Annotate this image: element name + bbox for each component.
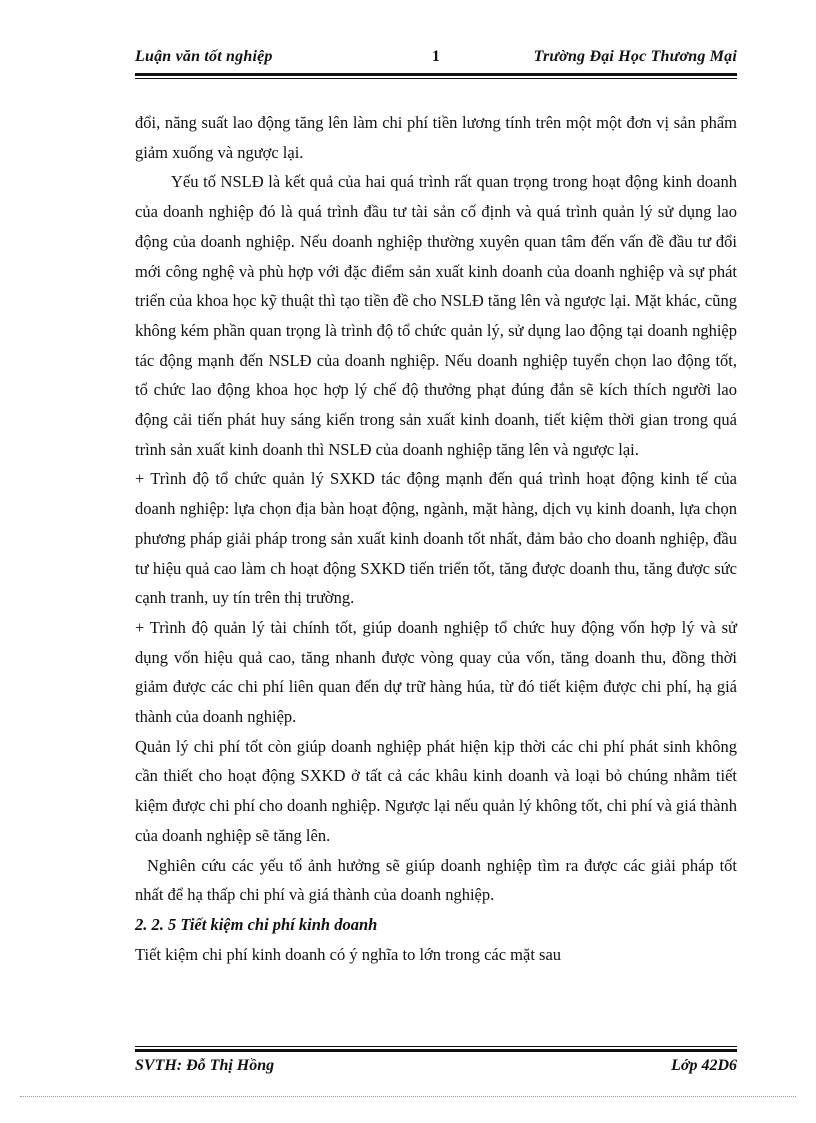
footer-class: Lớp 42D6	[671, 1057, 737, 1074]
section-heading: 2. 2. 5 Tiết kiệm chi phí kinh doanh	[135, 914, 378, 934]
paragraph-7: Tiết kiệm chi phí kinh doanh có ý nghĩa to lớn trong các mặt sau	[135, 944, 562, 964]
paragraph-4: + Trình độ quản lý tài chính tốt, giúp doanh nghiệp tổ chức huy động vốn hợp lý và sử dụng vốn hiệu quả cao, tăng nhanh được vòng quay của vốn, tăng doanh thu, đồng thời giảm được các chi phí liên quan đến dự trữ hàng húa, từ đó tiết kiệm được chi phí, hạ giá thành của doanh nghiệp.	[135, 617, 737, 727]
paragraph-5: Quản lý chi phí tốt còn giúp doanh nghiệp phát hiện kịp thời các chi phí phát sinh không cần thiết cho hoạt động SXKD ở tất cả các khâu kinh doanh và loại bỏ chúng nhằm tiết kiệm được chi phí cho doanh nghiệp. Ngược lại nếu quản lý không tốt, chi phí và giá thành của doanh nghiệp sẽ tăng lên.	[135, 736, 737, 845]
paragraph-3: + Trình độ tổ chức quản lý SXKD tác động mạnh đến quá trình hoạt động kinh tế của doanh nghiệp: lựa chọn địa bàn hoạt động, ngành, mặt hàng, dịch vụ kinh doanh, lựa chọn phương pháp giải pháp trong sản xuất kinh doanh tốt nhất, đảm bảo cho doanh nghiệp, đầu tư hiệu quả cao làm ch hoạt động SXKD tiến triển tốt, tăng được doanh thu, tăng được sức cạnh tranh, uy tín trên thị trường.	[135, 469, 737, 608]
page-footer	[135, 1057, 737, 1081]
header-university: Trường Đại Học Thương Mại	[533, 48, 737, 65]
header-rule-thick	[135, 73, 737, 76]
header-rule-thin	[135, 78, 737, 79]
page-header	[135, 48, 737, 72]
footer-rule-thin	[135, 1046, 737, 1047]
page-number: 1	[431, 48, 441, 65]
paragraph-6: Nghiên cứu các yếu tố ảnh hưởng sẽ giúp doanh nghiệp tìm ra được các giải pháp tốt nhất để hạ thấp chi phí và giá thành của doanh nghiệp.	[135, 855, 737, 905]
paragraph-1: đổi, năng suất lao động tăng lên làm chi phí tiền lương tính trên một một đơn vị sản phẩm giảm xuống và ngược lại.	[135, 113, 737, 162]
footer-author: SVTH: Đỗ Thị Hồng	[135, 1057, 275, 1074]
paragraph-2: Yếu tố NSLĐ là kết quả của hai quá trình rất quan trọng trong hoạt động kinh doanh của doanh nghiệp đó là quá trình đầu tư tài sản cố định và quá trình quản lý sử dụng lao động của doanh nghiệp. Nếu doanh nghiệp thường xuyên quan tâm đến vấn đề đầu tư đổi mới công nghệ và phù hợp với đặc điểm sản xuất kinh doanh của doanh nghiệp và sự phát triển của khoa học kỹ thuật thì tạo tiền đề cho NSLĐ tăng lên và ngược lại. Mặt khác, cũng không kém phần quan trọng là trình độ tổ chức quản lý, sử dụng lao động tại doanh nghiệp tác động mạnh đến NSLĐ của doanh nghiệp. Nếu doanh nghiệp tuyển chọn lao động tốt, tổ chức lao động khoa học hợp lý chế độ thưởng phạt đúng đắn sẽ kích thích người lao động cải tiến phát huy sáng kiến trong sản xuất kinh doanh, tiết kiệm thời gian trong quá trình sản xuất kinh doanh thì NSLĐ của doanh nghiệp tăng lên và ngược lại.	[135, 172, 737, 459]
header-thesis-label: Luận văn tốt nghiệp	[135, 48, 273, 65]
page-bottom-dotted-line	[20, 1096, 796, 1097]
footer-rule-thick	[135, 1049, 737, 1052]
document-body	[135, 108, 737, 969]
